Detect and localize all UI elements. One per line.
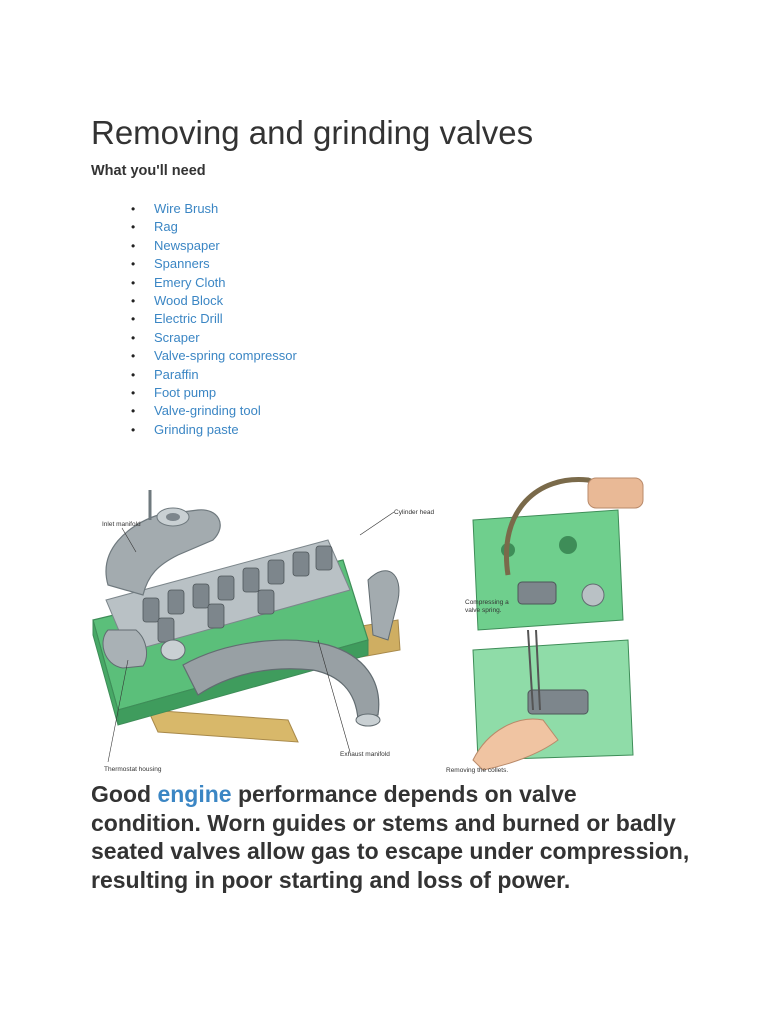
intro-text-after: performance depends on valve condition. Worn guides or stems and burned or badly seated valves allow gas to escape under compression, resulting in poor starting and loss of power. [91,781,690,893]
bullet-icon: • [131,312,136,327]
bullet-icon: • [131,349,136,364]
removing-collets-drawing [473,630,633,770]
bullet-icon: • [131,404,136,419]
bullet-icon: • [131,367,136,382]
bullet-icon: • [131,257,136,272]
tool-link-electric-drill[interactable]: Electric Drill [154,311,223,327]
bullet-icon: • [131,220,136,235]
tool-link-paraffin[interactable]: Paraffin [154,366,199,382]
tool-link-valve-grinding-tool[interactable]: Valve-grinding tool [154,403,261,419]
label-compressing-line1: Compressing a [465,599,509,606]
engine-illustration [88,470,662,778]
tool-link-scraper[interactable]: Scraper [154,329,200,345]
bullet-icon: • [131,293,136,308]
tool-link-spanners[interactable]: Spanners [154,256,210,272]
bullet-icon: • [131,330,136,345]
tool-link-foot-pump[interactable]: Foot pump [154,384,217,400]
label-thermostat-housing: Thermostat housing [104,766,162,773]
cylinder-head-drawing [93,490,400,762]
bullet-icon: • [131,422,136,437]
tool-link-rag[interactable]: Rag [154,219,178,235]
page-title: Removing and grinding valves [91,114,534,151]
label-inlet-manifold: Inlet manifold [102,521,141,528]
tools-subheading: What you'll need [91,163,206,179]
bullet-icon: • [131,385,136,400]
label-removing-collets: Removing the collets. [446,767,509,774]
bullet-icon: • [131,202,136,216]
intro-paragraph [91,780,691,894]
intro-text-before: Good [91,781,158,807]
tool-link-valve-spring-compressor[interactable]: Valve-spring compressor [154,348,297,364]
tool-link-wire-brush[interactable]: Wire Brush [154,201,219,216]
tool-link-wood-block[interactable]: Wood Block [154,292,224,308]
bullet-icon: • [131,238,136,253]
bullet-icon: • [131,275,136,290]
tool-link-newspaper[interactable]: Newspaper [154,237,220,253]
label-compressing-line2: valve spring. [465,607,502,614]
engine-link[interactable]: engine [157,781,232,807]
label-exhaust-manifold: Exhaust manifold [340,751,390,758]
label-cylinder-head: Cylinder head [394,509,435,516]
tool-link-emery-cloth[interactable]: Emery Cloth [154,274,226,290]
tool-link-grinding-paste[interactable]: Grinding paste [154,421,239,437]
